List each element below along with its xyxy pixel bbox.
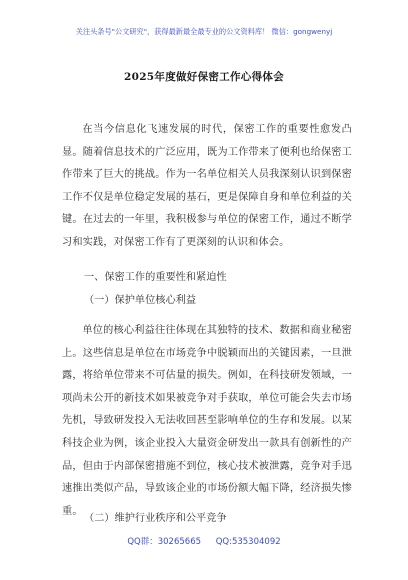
qq-group-text[interactable]: QQ群：30265665 [127, 537, 202, 547]
contact-footer [0, 535, 408, 547]
section-heading: 一、保密工作的重要性和紧迫性 [84, 272, 227, 283]
subsection-heading-1: （一）保护单位核心利益 [84, 295, 197, 306]
subsection-heading-2: （二）维护行业秩序和公平竞争 [84, 513, 227, 524]
intro-paragraph: 在当今信息化飞速发展的时代，保密工作的重要性愈发凸显。随着信息技术的广泛应用，既为工作带来了便利也给保密工作带来了巨大的挑战。作为一名单位相关人员我深刻认识到保密工作不仅是单位稳定发展的基石，更是保障自身和单位利益的关键。在过去的一年里，我积极参与单位的保密工作，通过不断学习和实践，对保密工作有了更深刻的认识和体会。 [62, 124, 352, 248]
core-interest-paragraph: 单位的核心利益往往体现在其独特的技术、数据和商业秘密上。这些信息是单位在市场竞争中脱颖而出的关键因素，一旦泄露，将给单位带来不可估量的损失。例如，在科技研发领域，一项尚未公开的新技术如果被竞争对手获取，单位可能会失去市场先机，导致研发投入无法收回甚至影响单位的生存和发展。以某科技企业为例，该企业投入大量资金研发出一款具有创新性的产品，但由于内部保密措施不到位，核心技术被泄露，竞争对手迅速推出类似产品，导致该企业的市场份额大幅下降，经济损失惨重。 [62, 325, 352, 517]
qq-number-text[interactable]: QQ:535304092 [215, 537, 281, 547]
promo-banner[interactable]: 关注头条号"公文研究"，获得最新最全最专业的公文资料库！ 微信：gongwenyj [75, 27, 333, 36]
document-title: 2025年度做好保密工作心得体会 [123, 71, 285, 83]
